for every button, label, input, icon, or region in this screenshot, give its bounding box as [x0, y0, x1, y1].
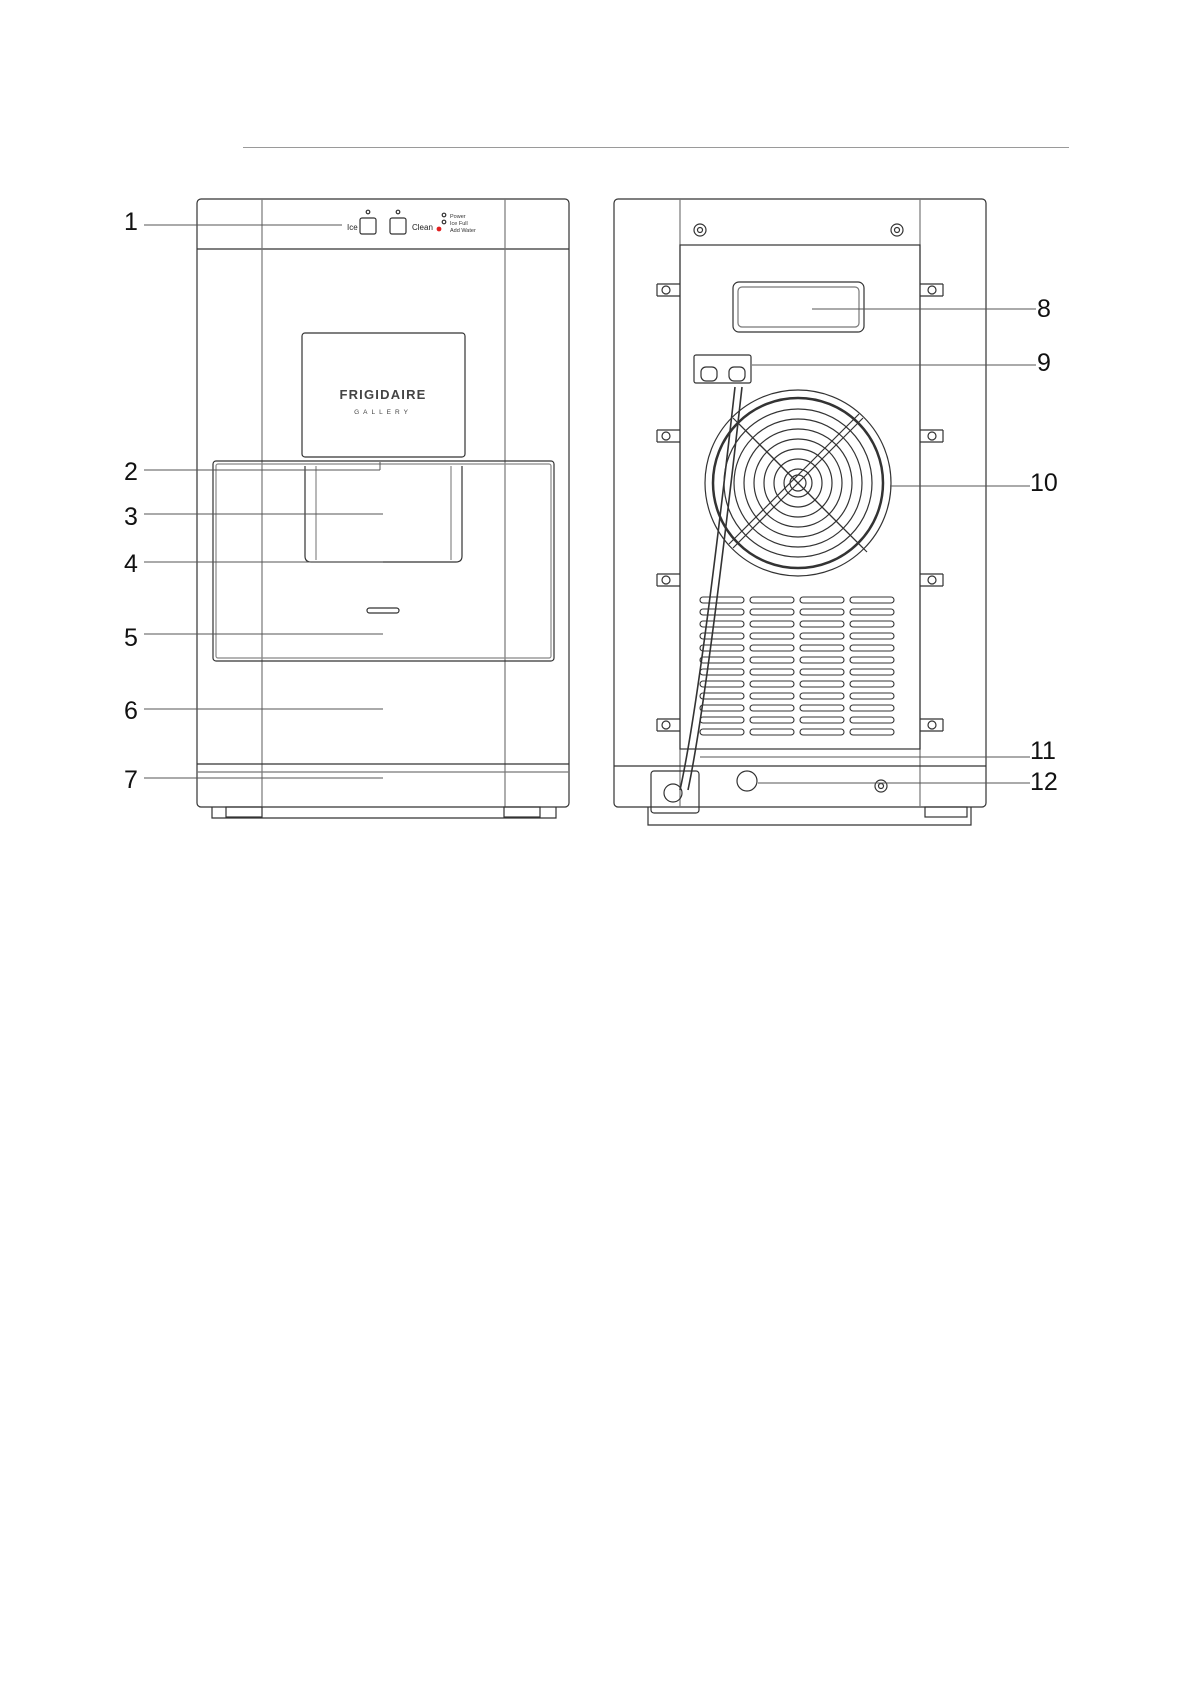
- clean-button-icon: [390, 218, 406, 234]
- callout-1: 1: [124, 208, 138, 236]
- callout-10: 10: [1030, 469, 1058, 497]
- clean-label: Clean: [412, 223, 433, 232]
- vent-slot: [750, 669, 794, 675]
- vent-slot: [700, 609, 744, 615]
- vent-slot: [800, 657, 844, 663]
- indicator-add-water: Add Water: [450, 228, 476, 234]
- vent-slot: [800, 669, 844, 675]
- callout-9: 9: [1037, 349, 1051, 377]
- vent-slot: [750, 705, 794, 711]
- callout-8: 8: [1037, 295, 1051, 323]
- vent-slot: [800, 693, 844, 699]
- vent-slot: [800, 597, 844, 603]
- vent-slot: [700, 693, 744, 699]
- vent-slot: [850, 621, 894, 627]
- brand-subname: GALLERY: [354, 409, 412, 416]
- ice-basket-door: [213, 461, 554, 661]
- callout-3: 3: [124, 503, 138, 531]
- vent-slot: [800, 645, 844, 651]
- vent-slot: [750, 621, 794, 627]
- callout-11: 11: [1030, 737, 1056, 765]
- vent-slot: [800, 609, 844, 615]
- brand-name: FRIGIDAIRE: [339, 387, 427, 402]
- vent-slot: [800, 681, 844, 687]
- vent-slot: [850, 729, 894, 735]
- indicator-power: Power: [450, 214, 466, 220]
- vent-slot: [850, 609, 894, 615]
- vent-slot: [800, 717, 844, 723]
- vent-slot: [750, 681, 794, 687]
- vent-slot: [850, 717, 894, 723]
- add-water-led: [437, 227, 442, 232]
- rear-vent-grille: [700, 597, 894, 735]
- vent-slot: [700, 597, 744, 603]
- vent-slot: [750, 645, 794, 651]
- vent-slot: [850, 693, 894, 699]
- callout-5: 5: [124, 624, 138, 652]
- vent-slot: [750, 729, 794, 735]
- front-view: [197, 199, 569, 818]
- callout-7: 7: [124, 766, 138, 794]
- indicator-ice-full: Ice Full: [450, 221, 468, 227]
- vent-slot: [750, 693, 794, 699]
- vent-slot: [750, 633, 794, 639]
- callout-6: 6: [124, 697, 138, 725]
- vent-slot: [800, 729, 844, 735]
- vent-slot: [700, 645, 744, 651]
- vent-slot: [800, 633, 844, 639]
- vent-slot: [850, 645, 894, 651]
- carry-handle: [733, 282, 864, 332]
- callout-12: 12: [1030, 768, 1058, 796]
- vent-slot: [700, 657, 744, 663]
- vent-slot: [700, 705, 744, 711]
- ice-label: Ice: [347, 223, 358, 232]
- vent-slot: [750, 717, 794, 723]
- vent-slot: [750, 609, 794, 615]
- vent-slot: [750, 597, 794, 603]
- vent-slot: [800, 621, 844, 627]
- vent-slot: [850, 657, 894, 663]
- vent-slot: [700, 717, 744, 723]
- vent-slot: [850, 705, 894, 711]
- vent-slot: [850, 669, 894, 675]
- drain-plug-icon: [664, 784, 682, 802]
- water-inlet-icon: [737, 771, 757, 791]
- vent-slot: [800, 705, 844, 711]
- callout-4: 4: [124, 550, 138, 578]
- vent-slot: [850, 681, 894, 687]
- vent-slot: [700, 729, 744, 735]
- vent-slot: [750, 657, 794, 663]
- ice-button-icon: [360, 218, 376, 234]
- callout-2: 2: [124, 458, 138, 486]
- vent-slot: [700, 633, 744, 639]
- vent-slot: [850, 633, 894, 639]
- vent-slot: [850, 597, 894, 603]
- basket-handle: [367, 608, 399, 613]
